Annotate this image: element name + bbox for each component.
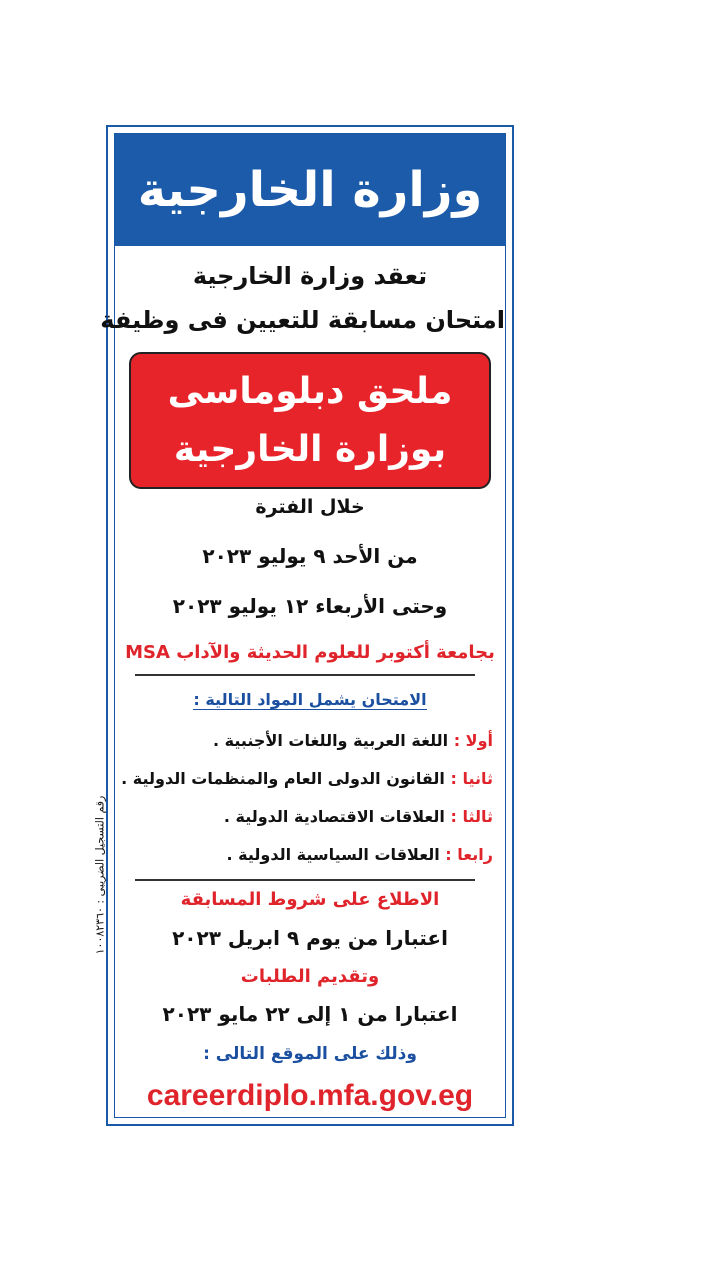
subject-ordinal: ثانيا : — [450, 769, 493, 788]
period-label: خلال الفترة — [255, 496, 365, 518]
subject-text: القانون الدولى العام والمنظمات الدولية . — [121, 769, 451, 788]
apply-label: وتقديم الطلبات — [240, 966, 380, 987]
subject-item — [224, 807, 493, 826]
divider — [135, 879, 475, 881]
subject-ordinal: أولا : — [453, 731, 493, 750]
subject-text: اللغة العربية واللغات الأجنبية . — [212, 731, 454, 750]
site-label: وذلك على الموقع التالى : — [203, 1044, 417, 1064]
subject-text: العلاقات السياسية الدولية . — [226, 845, 446, 864]
website-url: careerdiplo.mfa.gov.eg — [146, 1079, 474, 1112]
period-to: وحتى الأربعاء ١٢ يوليو ٢٠٢٣ — [172, 594, 448, 618]
conditions-date: اعتبارا من يوم ٩ ابريل ٢٠٢٣ — [172, 926, 448, 950]
period-from: من الأحد ٩ يوليو ٢٠٢٣ — [202, 544, 418, 568]
ministry-title: وزارة الخارجية — [115, 134, 505, 246]
exam-venue: بجامعة أكتوبر للعلوم الحديثة والآداب MSA — [125, 642, 495, 663]
subjects-title-text: الامتحان يشمل المواد التالية : — [193, 690, 427, 709]
intro-line-1: تعقد وزارة الخارجية — [192, 262, 428, 290]
subjects-title — [115, 690, 505, 709]
position-line-1: ملحق دبلوماسى — [167, 370, 453, 412]
position-line-2: بوزارة الخارجية — [173, 428, 447, 470]
subject-item — [226, 845, 493, 864]
position-banner — [129, 352, 491, 489]
apply-date: اعتبارا من ١ إلى ٢٢ مايو ٢٠٢٣ — [162, 1002, 458, 1026]
subject-item — [213, 731, 493, 750]
conditions-label: الاطلاع على شروط المسابقة — [180, 889, 440, 910]
subject-ordinal: رابعا : — [445, 845, 493, 864]
subject-text: العلاقات الاقتصادية الدولية . — [223, 807, 451, 826]
subject-item — [121, 769, 493, 788]
tax-registration-text: رقم التسجيل الضريبى : ١٠٠٨٢٣٦٠ — [93, 795, 107, 955]
divider — [135, 674, 475, 676]
intro-line-2: امتحان مسابقة للتعيين فى وظيفة — [100, 306, 505, 334]
subject-ordinal: ثالثا : — [450, 807, 493, 826]
